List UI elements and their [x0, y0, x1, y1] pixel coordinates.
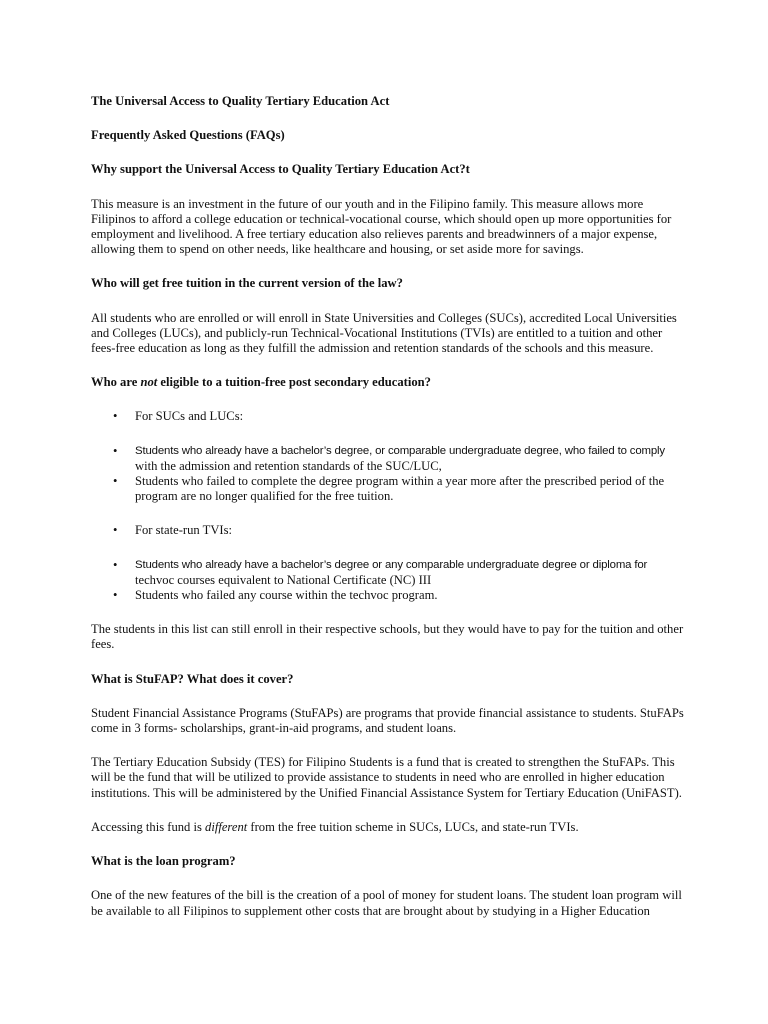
list-item [91, 558, 687, 588]
stufap-heading: What is StuFAP? What does it cover? [91, 671, 294, 686]
bullet-icon: • [113, 523, 118, 538]
not-eligible-heading-prefix: Who are [91, 375, 141, 390]
suc-list [91, 409, 687, 603]
bullet-icon: • [113, 557, 118, 572]
tvi-label: For state-run TVIs: [135, 523, 233, 538]
faq-heading: Frequently Asked Questions (FAQs) [91, 128, 285, 143]
suc-item1-line2: with the admission and retention standards of the SUC/LUC, [135, 458, 442, 473]
not-eligible-heading-emphasis: not [140, 375, 158, 390]
suc-item2: Students who failed to complete the degree program within a year more after the prescribed period of the program are no longer qualified for the free tuition. [135, 474, 665, 504]
loan-paragraph: One of the new features of the bill is the creation of a pool of money for student loans. The student loan program will be available to all Filipinos to supplement other costs that are brought about by studying in a Higher Education [91, 888, 682, 918]
list-item [91, 409, 687, 424]
who-free-tuition-heading: Who will get free tuition in the current version of the law? [91, 276, 403, 291]
stufap-paragraph-3-prefix: Accessing this fund is [91, 819, 206, 834]
document-body [91, 94, 687, 919]
not-eligible-heading-suffix: eligible to a tuition-free post secondary education? [157, 375, 431, 390]
tvi-item1-line2: techvoc courses equivalent to National Certificate (NC) III [135, 572, 432, 587]
bullet-icon: • [113, 409, 118, 424]
bullet-icon: • [113, 443, 118, 458]
not-eligible-closing: The students in this list can still enroll in their respective schools, but they would have to pay for the tuition and other fees. [91, 622, 684, 652]
loan-heading: What is the loan program? [91, 854, 236, 869]
suc-label: For SUCs and LUCs: [135, 409, 244, 424]
not-eligible-heading [91, 375, 687, 390]
tvi-item2: Students who failed any course within the techvoc program. [135, 588, 438, 603]
who-free-tuition-paragraph: All students who are enrolled or will enroll in State Universities and Colleges (SUCs), accredited Local Universities and Colleges (LUCs), and publicly-run Technical-Vocational Institutions (TVIs) are entitled to a tuition and other fees-free education as long as they fulfill the admission and retention standards of the schools and this measure. [91, 310, 677, 356]
tvi-item1-line1: Students who already have a bachelor’s degree or any comparable undergraduate degree or diploma for [135, 558, 648, 571]
why-support-heading: Why support the Universal Access to Quality Tertiary Education Act?t [91, 162, 470, 177]
stufap-paragraph-1: Student Financial Assistance Programs (StuFAPs) are programs that provide financial assistance to students. StuFAPs come in 3 forms- scholarships, grant-in-aid programs, and student loans. [91, 705, 684, 736]
stufap-paragraph-3 [91, 820, 687, 835]
bullet-icon: • [113, 588, 118, 603]
stufap-paragraph-3-emphasis: different [205, 819, 248, 834]
list-item [91, 588, 687, 603]
why-support-paragraph: This measure is an investment in the future of our youth and in the Filipino family. This measure allows more Filipinos to afford a college education or technical-vocational course, which should open up more opportunities for employment and livelihood. A free tertiary education also relieves parents and breadwinners of a major expense, allowing them to spend on other needs, like healthcare and housing, or set aside more for savings. [91, 196, 672, 257]
bullet-icon: • [113, 474, 118, 489]
list-item [91, 444, 687, 474]
stufap-paragraph-2: The Tertiary Education Subsidy (TES) for Filipino Students is a fund that is created to strengthen the StuFAPs. This will be the fund that will be utilized to provide assistance to students in need who are enrolled in higher education institutions. This will be administered by the Unified Financial Assistance System for Tertiary Education (UniFAST). [91, 755, 682, 800]
suc-item1-line1: Students who already have a bachelor’s degree, or comparable undergraduate degree, who failed to comply [135, 444, 665, 457]
list-item [91, 523, 687, 538]
document-title: The Universal Access to Quality Tertiary Education Act [91, 94, 390, 108]
list-item [91, 474, 687, 504]
stufap-paragraph-3-suffix: from the free tuition scheme in SUCs, LUCs, and state-run TVIs. [247, 819, 579, 834]
